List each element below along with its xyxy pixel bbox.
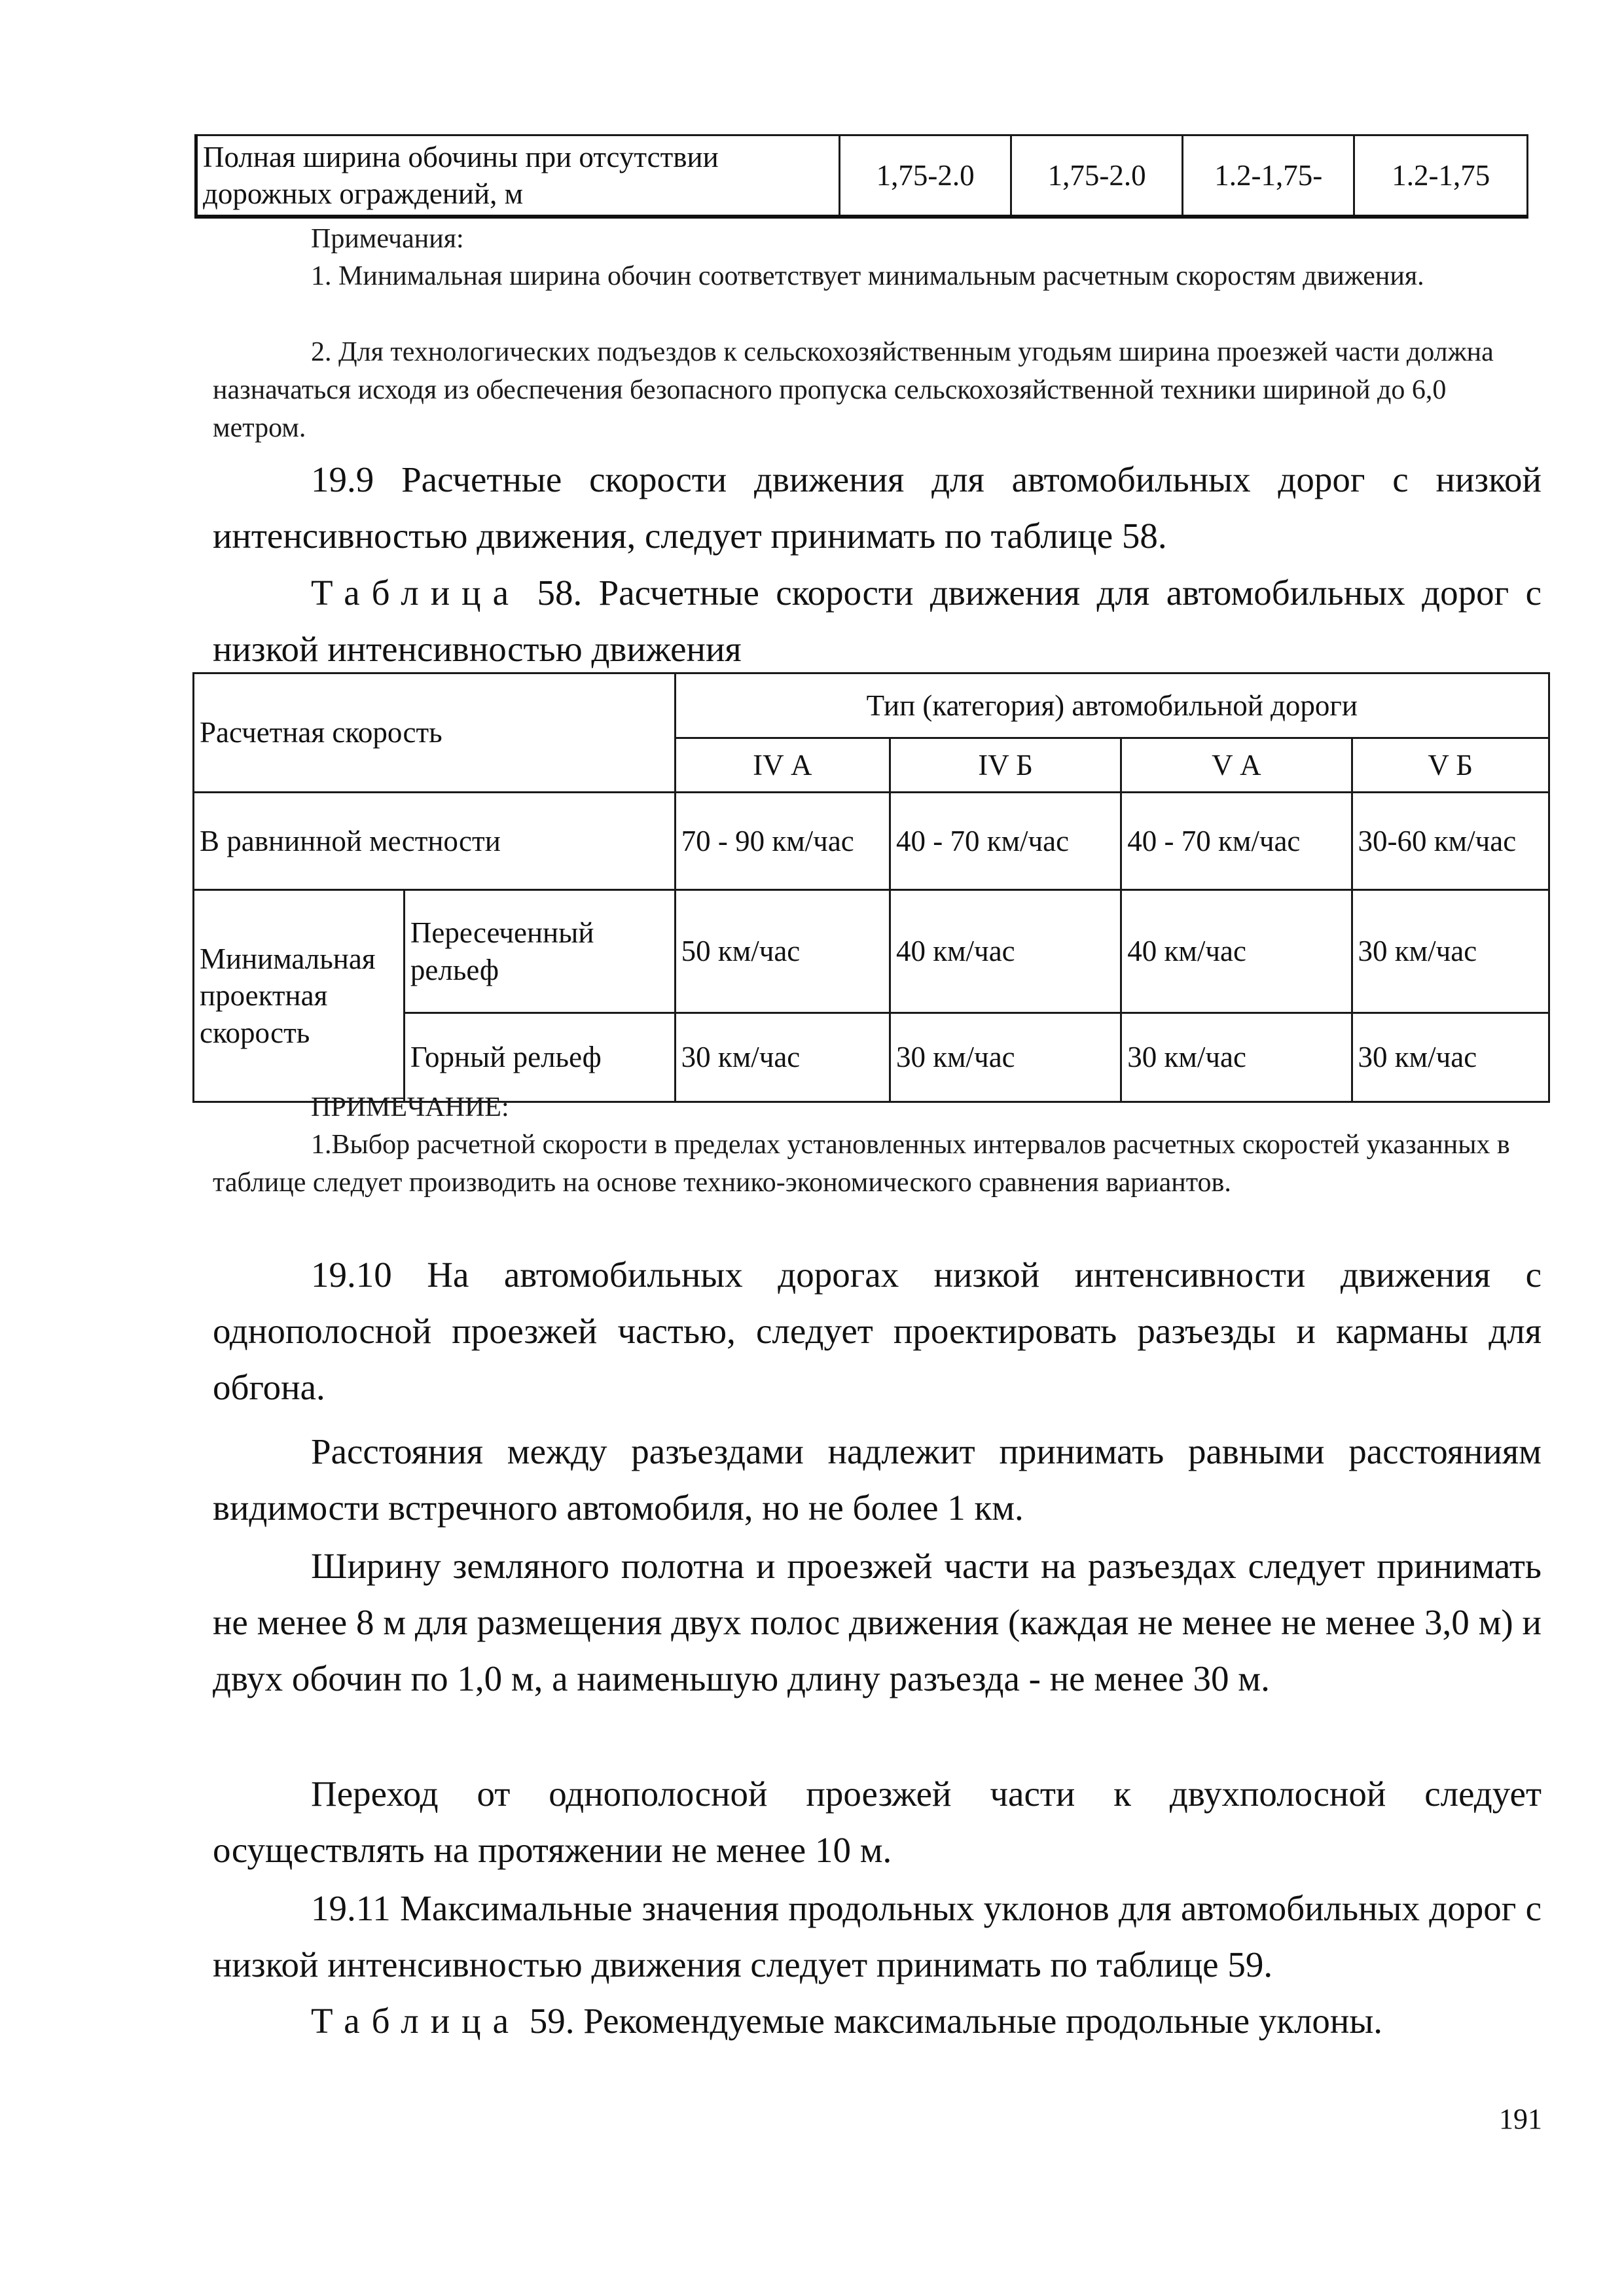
table-cell: 40 км/час	[1121, 890, 1352, 1013]
table-58	[192, 672, 1550, 1103]
header-cell-category: V Б	[1352, 738, 1549, 793]
table-row	[194, 793, 1549, 890]
notes-heading-2: ПРИМЕЧАНИЕ:	[311, 1092, 509, 1122]
table-cell: 30 км/час	[1121, 1013, 1352, 1102]
paragraph-19-9: 19.9 Расчетные скорости движения для автомобильных дорог с низкой интенсивностью движения, следует принимать по таблице 58.	[213, 459, 1542, 556]
header-cell-category: V А	[1121, 738, 1352, 793]
page-number: 191	[1499, 2103, 1542, 2135]
paragraph-distance: Расстояния между разъездами надлежит принимать равными расстояниям видимости встречного автомобиля, но не более 1 км.	[213, 1431, 1542, 1528]
table-cell: 30-60 км/час	[1352, 793, 1549, 890]
header-cell-type: Тип (категория) автомобильной дороги	[675, 673, 1549, 738]
table-cell: 1.2-1,75-	[1182, 135, 1354, 217]
table-58-caption: Таблица 58. Расчетные скорости движения для автомобильных дорог с низкой интенсивностью движения	[213, 573, 1542, 669]
table-cell: 30 км/час	[1352, 890, 1549, 1013]
table-row	[194, 673, 1549, 738]
header-cell-category: IV Б	[890, 738, 1121, 793]
table-cell: 50 км/час	[675, 890, 890, 1013]
notes-heading: Примечания:	[311, 224, 464, 254]
header-cell-category: IV А	[675, 738, 890, 793]
table-cell: 40 - 70 км/час	[1121, 793, 1352, 890]
table-cell: 70 - 90 км/час	[675, 793, 890, 890]
paragraph-width: Ширину земляного полотна и проезжей части на разъездах следует принимать не менее 8 м для размещения двух полос движения (каждая не менее не менее 3,0 м) и двух обочин по 1,0 м, а наименьшую длину разъезда - не менее 30 м.	[213, 1546, 1542, 1698]
table-cell: 30 км/час	[890, 1013, 1121, 1102]
row-label-min-speed: Минимальная проектная скорость	[194, 890, 405, 1102]
table-cell: 1,75-2.0	[839, 135, 1011, 217]
table-row	[196, 135, 1528, 217]
table-cell: 1.2-1,75	[1354, 135, 1528, 217]
paragraph-19-10: 19.10 На автомобильных дорогах низкой интенсивности движения с однополосной проезжей частью, следует проектировать разъезды и карманы для обгона.	[213, 1255, 1542, 1407]
row-label: В равнинной местности	[194, 793, 676, 890]
table-cell: 30 км/час	[1352, 1013, 1549, 1102]
table-cell: 40 - 70 км/час	[890, 793, 1121, 890]
table-cell: 1,75-2.0	[1011, 135, 1183, 217]
note-item-2-1: 1.Выбор расчетной скорости в пределах установленных интервалов расчетных скоростей указанных в таблице следует производить на основе технико-экономического сравнения вариантов.	[213, 1130, 1510, 1198]
row-sublabel: Горный рельеф	[404, 1013, 675, 1102]
table-row	[194, 890, 1549, 1013]
row-sublabel: Пересеченный рельеф	[404, 890, 675, 1013]
note-item-1: 1. Минимальная ширина обочин соответствует минимальным расчетным скоростям движения.	[311, 261, 1424, 291]
shoulder-width-table	[194, 134, 1528, 219]
table-cell-label: Полная ширина обочины при отсутствии дорожных ограждений, м	[196, 135, 840, 217]
header-cell-speed: Расчетная скорость	[194, 673, 676, 793]
paragraph-transition: Переход от однополосной проезжей части к двухполосной следует осуществлять на протяжении не менее 10 м.	[213, 1774, 1542, 1870]
table-cell: 40 км/час	[890, 890, 1121, 1013]
table-59-caption: Таблица 59. Рекомендуемые максимальные продольные уклоны.	[311, 2001, 1383, 2041]
paragraph-19-11: 19.11 Максимальные значения продольных уклонов для автомобильных дорог с низкой интенсивностью движения следует принимать по таблице 59.	[213, 1888, 1542, 1984]
note-item-2: 2. Для технологических подъездов к сельскохозяйственным угодьям ширина проезжей части должна назначаться исходя из обеспечения безопасного пропуска сельскохозяйственной техники шириной до 6,0 метром.	[213, 337, 1494, 443]
table-cell: 30 км/час	[675, 1013, 890, 1102]
